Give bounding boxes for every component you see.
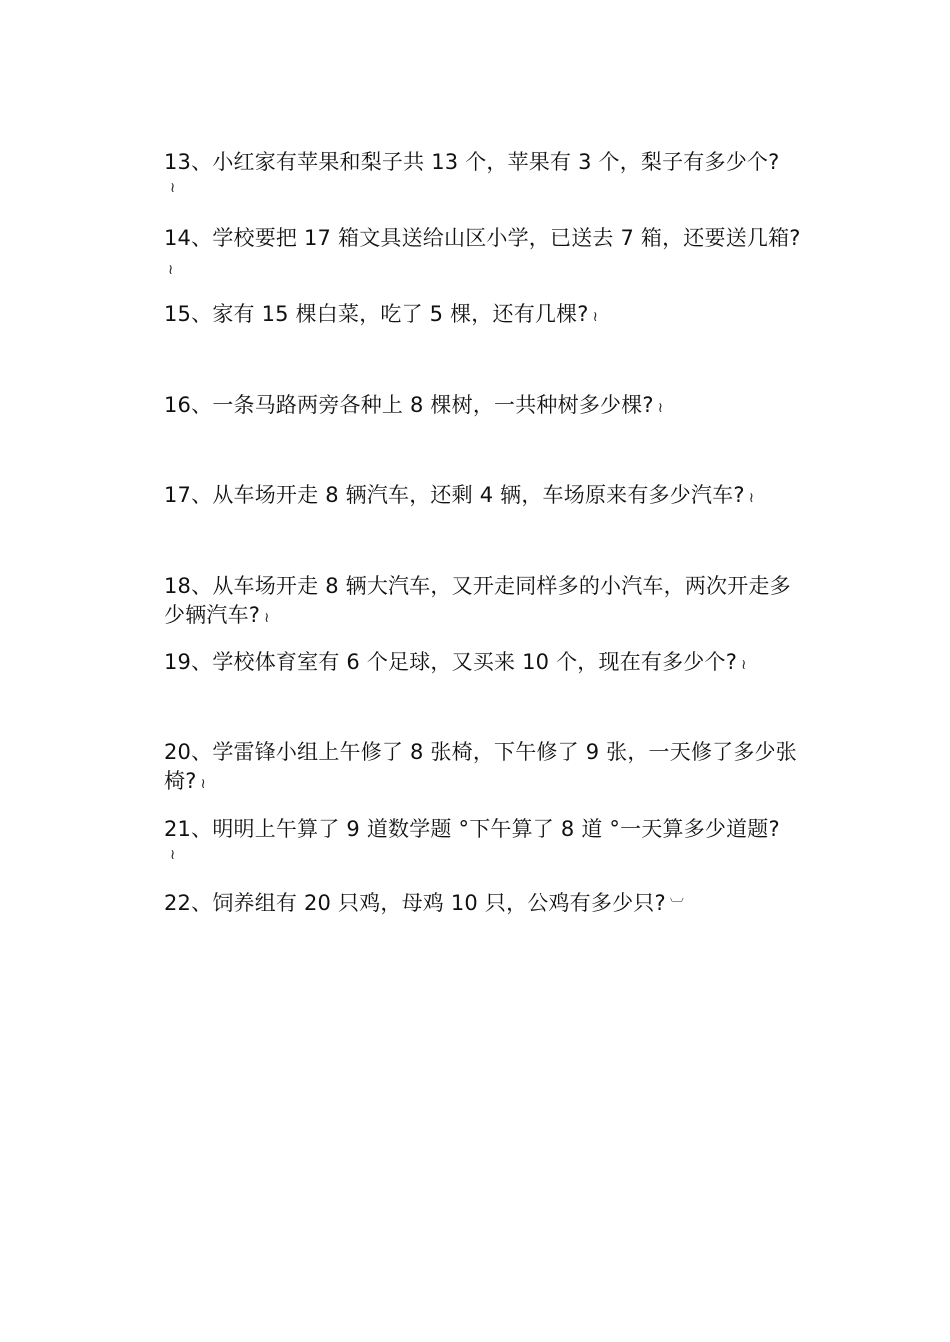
problem-14 [164,224,804,285]
problem-20 [164,738,804,799]
problem-text: 20、学雷锋小组上午修了 8 张椅，下午修了 9 张，一天修了多少张椅? [164,740,797,793]
paragraph-mark-icon: ≀ [657,400,664,416]
problem-text: 13、小红家有苹果和梨子共 13 个，苹果有 3 个，梨子有多少个? [164,150,780,174]
problem-text: 17、从车场开走 8 辆汽车，还剩 4 辆，车场原来有多少汽车? [164,483,745,507]
paragraph-mark-icon: ≀ [170,180,176,196]
paragraph-mark-icon: ≀ [200,776,206,792]
paragraph-mark-icon: ≀ [741,657,747,673]
problem-21 [164,815,804,866]
problem-17 [164,481,804,513]
problem-text: 19、学校体育室有 6 个足球，又买来 10 个，现在有多少个? [164,650,738,674]
problem-16 [164,391,804,423]
problem-13 [164,148,804,199]
problem-text: 16、一条马路两旁各种上 8 棵树，一共种树多少棵? [164,393,654,417]
end-mark-icon: ︺ [669,898,685,914]
problem-22 [164,889,804,921]
problem-text: 14、学校要把 17 箱文具送给山区小学，已送去 7 箱，还要送几箱? [164,226,801,250]
problem-text: 22、饲养组有 20 只鸡，母鸡 10 只，公鸡有多少只? [164,891,666,915]
problem-text: 21、明明上午算了 9 道数学题 °下午算了 8 道 °一天算多少道题? [164,817,780,841]
problem-text: 15、家有 15 棵白菜，吃了 5 棵，还有几棵? [164,302,589,326]
paragraph-mark-icon: ≀ [168,262,174,278]
paragraph-mark-icon: ≀ [748,490,755,506]
problem-15 [164,300,804,332]
paragraph-mark-icon: ≀ [592,309,599,325]
problem-19 [164,648,804,680]
paragraph-mark-icon: ≀ [170,847,176,863]
problem-text: 18、从车场开走 8 辆大汽车，又开走同样多的小汽车，两次开走多少辆汽车? [164,574,791,627]
problem-18 [164,572,804,633]
paragraph-mark-icon: ≀ [264,610,270,626]
